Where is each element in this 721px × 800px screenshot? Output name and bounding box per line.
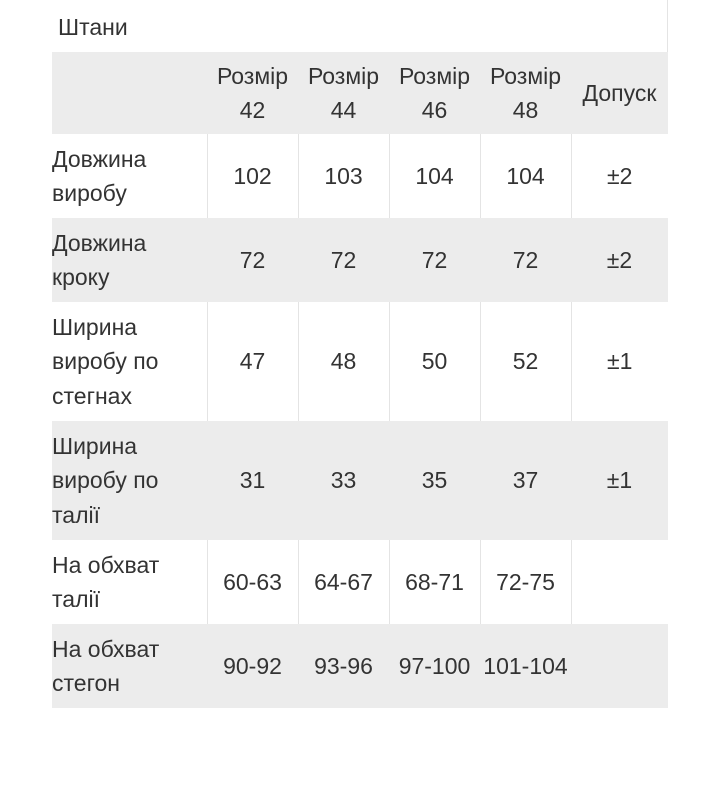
cell-value: 60-63	[207, 540, 298, 624]
cell-tolerance	[571, 540, 668, 624]
cell-value: 72	[421, 246, 448, 273]
header-row	[52, 52, 668, 134]
table-row	[52, 134, 668, 218]
cell-value: 104	[389, 134, 480, 218]
cell-value: 31	[239, 467, 266, 494]
cell-value: 52	[480, 302, 571, 421]
cell-value: 72	[512, 246, 539, 273]
table-row	[52, 624, 668, 708]
cell-value: 35	[421, 467, 448, 494]
cell-value: 97-100	[398, 652, 471, 679]
cell-value: 103	[298, 134, 389, 218]
header-empty-cell	[52, 52, 207, 134]
header-size-44: Розмір 44	[307, 62, 380, 123]
cell-tolerance: ±1	[606, 467, 633, 494]
row-label: Довжина виробу	[52, 145, 147, 206]
table-row	[52, 421, 668, 540]
cell-tolerance	[571, 624, 668, 708]
size-table	[52, 52, 668, 708]
cell-value: 101-104	[483, 652, 568, 679]
cell-value: 68-71	[389, 540, 480, 624]
cell-value: 72	[330, 246, 357, 273]
header-size-46: Розмір 46	[398, 62, 471, 123]
cell-value: 72-75	[480, 540, 571, 624]
cell-value: 93-96	[314, 652, 373, 679]
cell-value: 48	[298, 302, 389, 421]
row-label: Ширина виробу по талії	[52, 432, 159, 528]
table-row	[52, 302, 668, 421]
cell-tolerance: ±2	[571, 134, 668, 218]
page-title: Штани	[58, 14, 128, 40]
header-size-42: Розмір 42	[216, 62, 289, 123]
cell-value: 33	[330, 467, 357, 494]
header-size-48: Розмір 48	[489, 62, 562, 123]
row-label: Довжина кроку	[52, 229, 147, 290]
cell-value: 37	[512, 467, 539, 494]
header-tolerance: Допуск	[582, 79, 657, 106]
table-row	[52, 540, 668, 624]
cell-value: 102	[207, 134, 298, 218]
row-label: Ширина виробу по стегнах	[52, 313, 159, 409]
cell-tolerance: ±1	[571, 302, 668, 421]
table-row	[52, 218, 668, 302]
cell-value: 72	[239, 246, 266, 273]
cell-value: 64-67	[298, 540, 389, 624]
cell-value: 104	[480, 134, 571, 218]
row-label: На обхват талії	[52, 551, 160, 612]
cell-value: 90-92	[223, 652, 282, 679]
row-label: На обхват стегон	[52, 635, 160, 696]
cell-tolerance: ±2	[606, 246, 633, 273]
cell-value: 47	[207, 302, 298, 421]
cell-value: 50	[389, 302, 480, 421]
